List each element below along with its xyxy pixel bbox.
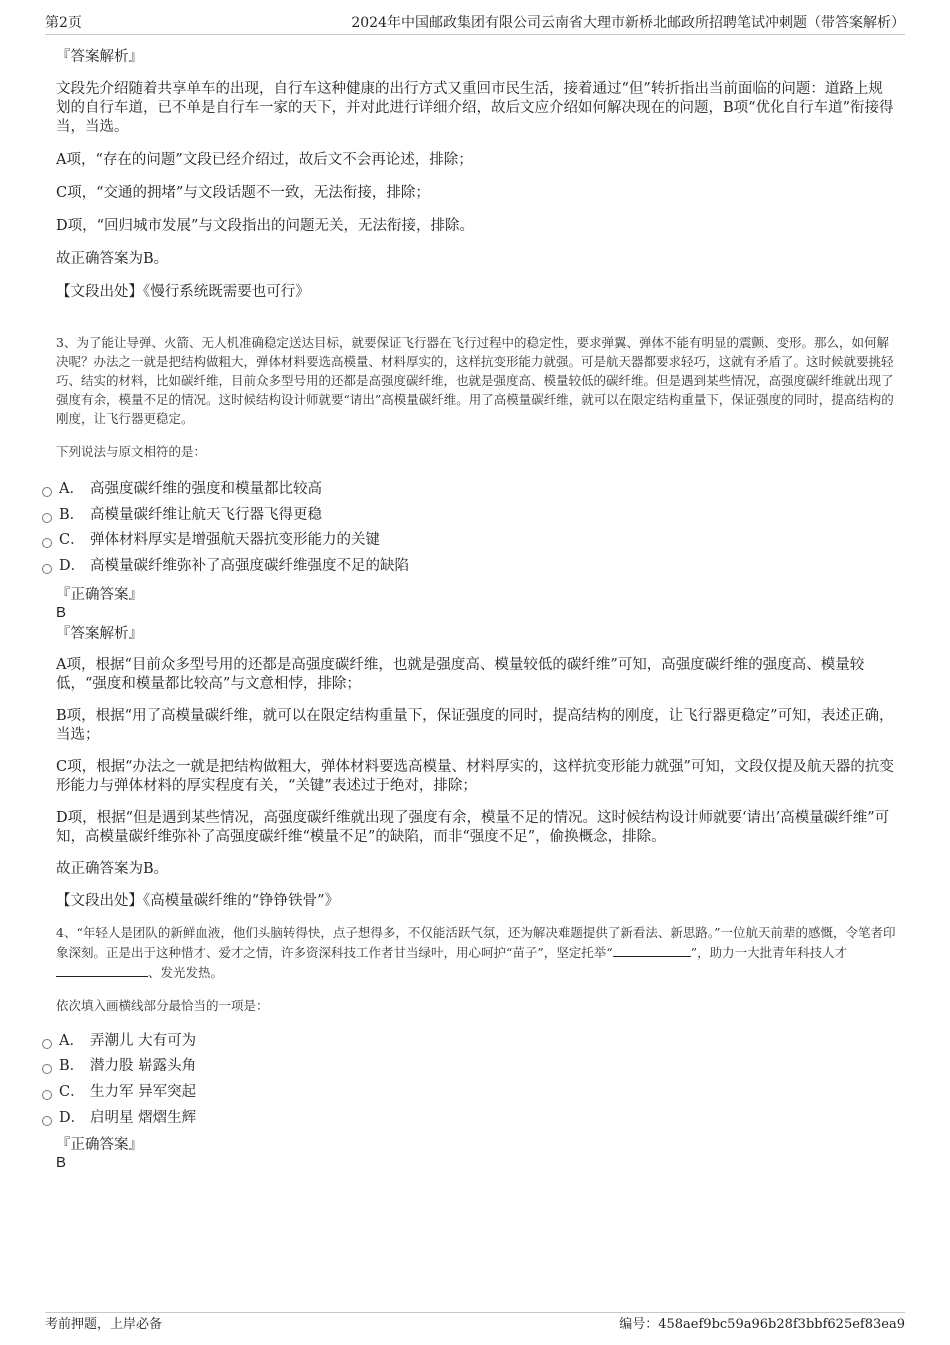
document-id: 编号：458aef9bc59a96b28f3bbf625ef83ea9 [619,1317,905,1332]
radio-icon[interactable] [42,513,52,523]
radio-icon[interactable] [42,1116,52,1126]
analysis-paragraph: C项，根据“办法之一就是把结构做粗大，弹体材料要选高模量、材料厚实的，这样抗变形能力就强”可知，文段仅提及航天器的抗变形能力与弹体材料的厚实程度有关，“关键”表述过于绝对，排除； [56,758,894,794]
option-d[interactable]: D． 高模量碳纤维弥补了高强度碳纤维强度不足的缺陷 [0,554,896,580]
analysis-paragraph: 故正确答案为B。 [56,251,169,267]
answer-blank-2 [56,962,148,977]
option-d[interactable]: D． 启明星 熠熠生辉 [0,1106,896,1132]
analysis-paragraph: D项，“回归城市发展”与文段指出的问题无关，无法衔接，排除。 [56,218,474,234]
analysis-label: 『答案解析』 [56,625,143,642]
analysis-paragraph: 文段先介绍随着共享单车的出现，自行车这种健康的出行方式又重回市民生活，接着通过“但”转折指出当前面临的问题：道路上规划的自行车道，已不单是自行车一家的天下，并对此进行详细介绍，故后文应介绍如何解决现在的问题，B项“优化自行车道”衔接得当，当选。 [56,81,894,135]
correct-answer: B [56,603,67,621]
radio-icon[interactable] [42,538,52,548]
answer-blank-1 [613,942,691,957]
option-a[interactable]: A． 高强度碳纤维的强度和模量都比较高 [0,477,896,503]
page-content [56,44,896,1172]
analysis-paragraph: C项，“交通的拥堵”与文段话题不一致，无法衔接，排除； [56,185,430,201]
source-note: 【文段出处】《慢行系统既需要也可行》 [56,284,310,300]
question-stem: 3、为了能让导弹、火箭、无人机准确稳定送达目标，就要保证飞行器在飞行过程中的稳定性，要求弹翼、弹体不能有明显的震颤、变形。那么，如何解决呢？办法之一就是把结构做粗大，弹体材料要选高模量、材料厚实的，这样抗变形能力就强。可是航天器都要求轻巧，这就有矛盾了。这时候就要挑轻巧、结实的材料，比如碳纤维，目前众多型号用的还都是高强度碳纤维，也就是强度高、模量较低的碳纤维。但是遇到某些情况，高强度碳纤维就出现了强度有余，模量不足的情况。这时候结构设计师就要“请出”高模量碳纤维。用了高模量碳纤维，就可以在限定结构重量下，保证强度的同时，提高结构的刚度，让飞行器更稳定。 [56,335,894,426]
analysis-paragraph: A项，根据“目前众多型号用的还都是高强度碳纤维，也就是强度高、模量较低的碳纤维”可知，高强度碳纤维的强度高、模量较低，“强度和模量都比较高”与文意相悖，排除； [56,656,865,692]
question-prompt: 下列说法与原文相符的是： [56,444,207,459]
analysis-paragraph: A项，“存在的问题”文段已经介绍过，故后文不会再论述，排除； [56,152,473,168]
option-c[interactable]: C． 生力军 异军突起 [0,1080,896,1106]
radio-icon[interactable] [42,1039,52,1049]
analysis-paragraph: D项，根据“但是遇到某些情况，高强度碳纤维就出现了强度有余，模量不足的情况。这时候结构设计师就要‘请出’高模量碳纤维”可知，高模量碳纤维弥补了高强度碳纤维“模量不足”的缺陷，而非“强度不足”，偷换概念，排除。 [56,809,890,845]
source-note: 【文段出处】《高模量碳纤维的“铮铮铁骨”》 [56,892,340,909]
analysis-paragraph: B项，根据“用了高模量碳纤维，就可以在限定结构重量下，保证强度的同时，提高结构的刚度，让飞行器更稳定”可知，表述正确，当选； [56,707,894,743]
correct-answer-label: 『正确答案』 [56,586,143,603]
correct-answer-label: 『正确答案』 [56,1136,143,1153]
option-c[interactable]: C． 弹体材料厚实是增强航天器抗变形能力的关键 [0,528,896,554]
question-stem: 4、“年轻人是团队的新鲜血液，他们头脑转得快，点子想得多，不仅能活跃气氛，还为解决难题提供了新看法、新思路。”一位航天前辈的感慨，令笔者印象深刻。正是出于这种惜才、爱才之情，许多资深科技工作者甘当绿叶，用心呵护“苗子”，坚定托举“ ”，助力一大批青年科技人才、发光发热。 [56,924,896,980]
page-footer [45,1312,905,1335]
options-list [0,1029,896,1132]
radio-icon[interactable] [42,1090,52,1100]
question-prompt: 依次填入画横线部分最恰当的一项是： [56,997,269,1013]
option-a[interactable]: A． 弄潮儿 大有可为 [0,1029,896,1055]
page-header [45,14,905,35]
analysis-label: 『答案解析』 [56,49,143,65]
correct-answer: B [56,1153,67,1171]
document-title: 2024年中国邮政集团有限公司云南省大理市新桥北邮政所招聘笔试冲刺题（带答案解析） [351,15,905,31]
option-b[interactable]: B． 潜力股 崭露头角 [0,1054,896,1080]
radio-icon[interactable] [42,487,52,497]
option-b[interactable]: B． 高模量碳纤维让航天飞行器飞得更稳 [0,503,896,529]
radio-icon[interactable] [42,564,52,574]
options-list [0,477,896,580]
page-number: 第2页 [45,15,82,31]
radio-icon[interactable] [42,1064,52,1074]
footer-slogan: 考前押题，上岸必备 [45,1317,163,1332]
analysis-paragraph: 故正确答案为B。 [56,860,169,877]
